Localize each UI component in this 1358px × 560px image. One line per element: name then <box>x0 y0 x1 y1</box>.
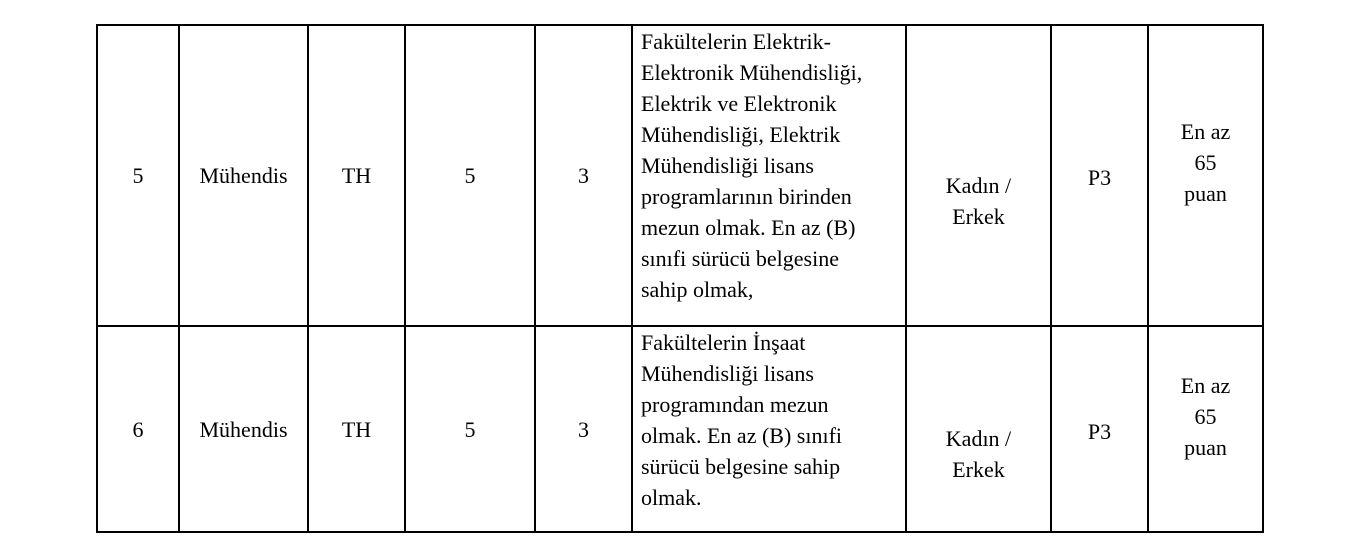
qualification-line: Elektrik ve Elektronik <box>641 91 837 116</box>
position-title-cell: Mühendis <box>179 25 308 326</box>
score-line: En az <box>1180 372 1231 398</box>
kpss-type-cell: P3 <box>1051 25 1148 326</box>
position-title-cell: Mühendis <box>179 326 308 532</box>
gender-line: Erkek <box>952 203 1005 229</box>
row-number-cell: 6 <box>97 326 179 532</box>
min-score-cell <box>1148 25 1263 326</box>
qualification-line: sahip olmak, <box>641 277 754 302</box>
table-row <box>97 25 1263 326</box>
qualification-line: olmak. <box>641 485 702 510</box>
qualification-line: Elektronik Mühendisliği, <box>641 60 863 85</box>
qualification-line: Mühendisliği lisans <box>641 361 814 386</box>
score-line: En az <box>1180 119 1231 144</box>
qualification-line: programından mezun <box>641 392 829 417</box>
qualification-line: olmak. En az (B) sınıfi <box>641 423 843 448</box>
count-cell: 3 <box>535 25 632 326</box>
qualification-line: mezun olmak. En az (B) <box>641 215 856 240</box>
row-number-cell: 5 <box>97 25 179 326</box>
gender-line: Erkek <box>952 457 1005 482</box>
qualification-line: sürücü belgesine sahip <box>641 454 841 479</box>
grade-cell: 5 <box>405 25 535 326</box>
gender-cell <box>906 25 1051 326</box>
table-row <box>97 326 1263 532</box>
gender-cell <box>906 326 1051 532</box>
score-line: puan <box>1184 181 1227 206</box>
qualification-cell <box>632 326 906 532</box>
qualification-cell <box>632 25 906 326</box>
min-score-cell <box>1148 326 1263 532</box>
kpss-type-cell: P3 <box>1051 326 1148 532</box>
class-cell: TH <box>308 326 405 532</box>
gender-line: Kadın / <box>945 426 1012 451</box>
score-line: puan <box>1184 434 1227 460</box>
qualification-line: programlarının birinden <box>641 184 852 209</box>
count-cell: 3 <box>535 326 632 532</box>
qualification-line: sınıfi sürücü belgesine <box>641 246 839 271</box>
class-cell: TH <box>308 25 405 326</box>
qualification-line: Mühendisliği lisans <box>641 153 814 178</box>
qualification-line: Fakültelerin İnşaat <box>641 330 806 355</box>
grade-cell: 5 <box>405 326 535 532</box>
qualification-line: Mühendisliği, Elektrik <box>641 122 841 147</box>
gender-line: Kadın / <box>945 172 1012 198</box>
score-line: 65 <box>1194 403 1217 429</box>
position-table <box>96 24 1264 533</box>
qualification-line: Fakültelerin Elektrik- <box>641 29 831 54</box>
score-line: 65 <box>1194 150 1217 175</box>
